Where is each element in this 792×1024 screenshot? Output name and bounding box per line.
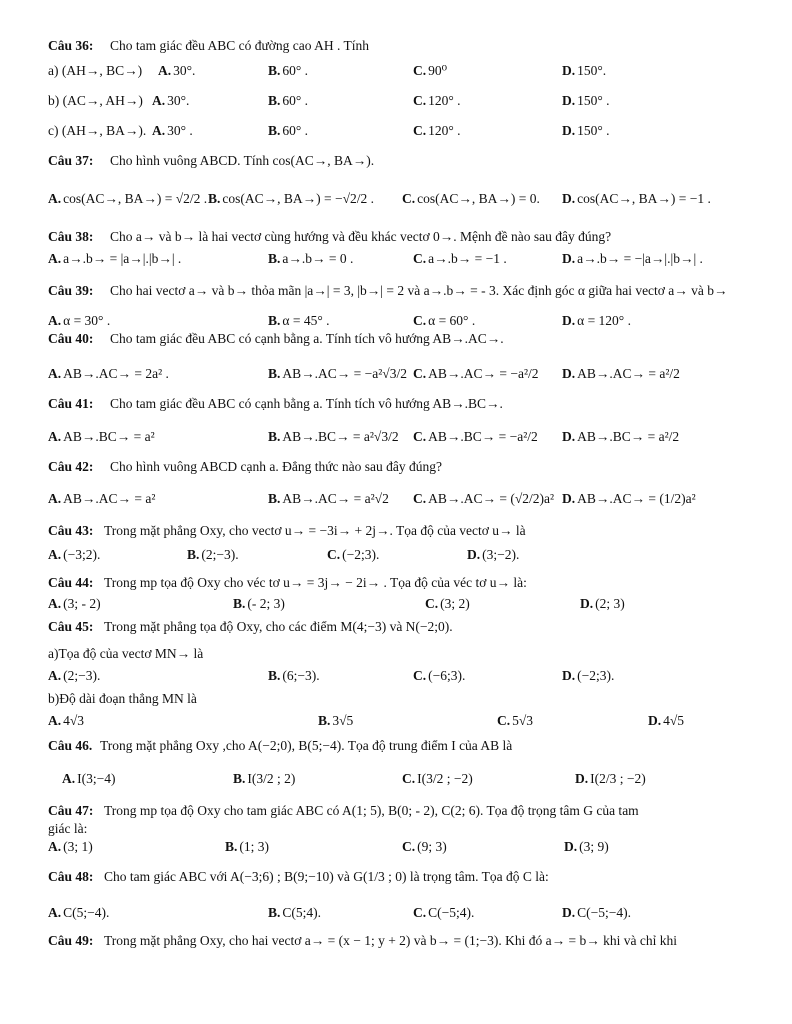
option-a[interactable]: A. (−3;2). [48, 547, 101, 562]
option-c[interactable]: C. 5√3 [497, 713, 534, 728]
option-d[interactable]: D. α = 120° . [562, 313, 631, 328]
option-b[interactable]: B. AB→.BC→ = a²√3/2 [268, 429, 399, 444]
option-c[interactable]: C. 90⁰ [413, 63, 448, 78]
option-a[interactable]: A. 30°. [158, 63, 196, 78]
part-text: b)Độ dài đoạn thẳng MN là [48, 691, 197, 706]
part-text: b) (AC→, AH→) [48, 93, 143, 108]
option-a[interactable]: A. 30° . [152, 123, 193, 138]
option-d[interactable]: D. 150° . [562, 123, 610, 138]
question-label: Câu 46. [48, 738, 93, 753]
question-text: Cho a→ và b→ là hai vectơ cùng hướng và đều khác vectơ 0→. Mệnh đề nào sau đây đúng? [110, 229, 612, 244]
option-a[interactable]: A. AB→.AC→ = 2a² . [48, 366, 169, 381]
option-b[interactable]: B. 3√5 [318, 713, 354, 728]
question-text: Trong mp tọa độ Oxy cho véc tơ u→ = 3j→ − 2i→ . Tọa độ của véc tơ u→ là: [104, 575, 527, 590]
question-36-part-a [0, 62, 792, 88]
question-text-cont: giác là: [48, 821, 88, 836]
part-text: c) (AH→, BA→). [48, 123, 147, 138]
option-c[interactable]: C. AB→.AC→ = −a²/2 [413, 366, 539, 381]
option-c[interactable]: C. 120° . [413, 123, 461, 138]
question-label: Câu 37: [48, 153, 94, 168]
option-b[interactable]: B. cos(AC→, BA→) = −√2/2 . [208, 191, 375, 206]
question-40-options [0, 365, 792, 391]
option-b[interactable]: B. AB→.AC→ = a²√2 [268, 491, 389, 506]
option-d[interactable]: D. C(−5;−4). [562, 905, 631, 920]
question-36 [0, 37, 792, 63]
option-d[interactable]: D. (2; 3) [580, 596, 625, 611]
question-text: Trong mặt phẳng tọa độ Oxy, cho các điểm M(4;−3) và N(−2;0). [104, 619, 453, 634]
option-a[interactable]: A. α = 30° . [48, 313, 111, 328]
question-label: Câu 49: [48, 933, 94, 948]
option-c[interactable]: C. cos(AC→, BA→) = 0. [402, 191, 540, 206]
question-label: Câu 39: [48, 283, 94, 298]
option-c[interactable]: C. 120° . [413, 93, 461, 108]
question-37 [0, 152, 792, 178]
option-a[interactable]: A. AB→.AC→ = a² [48, 491, 156, 506]
option-a[interactable]: A. (3; 1) [48, 839, 93, 854]
question-text: Cho tam giác đều ABC có cạnh bằng a. Tính tích vô hướng AB→.BC→. [110, 396, 503, 411]
question-47-options [0, 838, 792, 864]
option-a[interactable]: A. AB→.BC→ = a² [48, 429, 155, 444]
option-c[interactable]: C. (−6;3). [413, 668, 466, 683]
question-36-part-c [0, 122, 792, 148]
option-a[interactable]: A. (3; - 2) [48, 596, 101, 611]
option-c[interactable]: C. C(−5;4). [413, 905, 475, 920]
option-c[interactable]: C. I(3/2 ; −2) [402, 771, 473, 786]
option-d[interactable]: D. 150°. [562, 63, 607, 78]
question-label: Câu 47: [48, 803, 94, 818]
question-43 [0, 522, 792, 548]
option-d[interactable]: D. AB→.BC→ = a²/2 [562, 429, 680, 444]
question-text: Trong mặt phẳng Oxy ,cho A(−2;0), B(5;−4). Tọa độ trung điểm I của AB là [100, 738, 513, 753]
option-c[interactable]: C. α = 60° . [413, 313, 476, 328]
option-c[interactable]: C. (9; 3) [402, 839, 447, 854]
option-d[interactable]: D. I(2/3 ; −2) [575, 771, 646, 786]
option-d[interactable]: D. 4√5 [648, 713, 685, 728]
option-a[interactable]: A. 4√3 [48, 713, 85, 728]
question-41 [0, 395, 792, 421]
question-49 [0, 932, 792, 958]
question-39 [0, 282, 792, 308]
question-42-options [0, 490, 792, 516]
question-label: Câu 45: [48, 619, 94, 634]
option-d[interactable]: D. AB→.AC→ = (1/2)a² [562, 491, 696, 506]
question-text: Trong mp tọa độ Oxy cho tam giác ABC có A(1; 5), B(0; - 2), C(2; 6). Tọa độ trọng tâm G của tam [104, 803, 639, 818]
option-b[interactable]: B. (2;−3). [187, 547, 239, 562]
question-45 [0, 618, 792, 644]
option-c[interactable]: C. a→.b→ = −1 . [413, 251, 507, 266]
question-text: Cho hình vuông ABCD. Tính cos(AC→, BA→). [110, 153, 375, 168]
question-text: Cho tam giác đều ABC có cạnh bằng a. Tính tích vô hướng AB→.AC→. [110, 331, 504, 346]
question-38-options [0, 250, 792, 276]
question-text: Trong mặt phẳng Oxy, cho hai vectơ a→ = (x − 1; y + 2) và b→ = (1;−3). Khi đó a→ = b→ khi và chỉ khi [104, 933, 677, 948]
question-label: Câu 40: [48, 331, 94, 346]
option-a[interactable]: A. 30°. [152, 93, 190, 108]
question-text: Cho tam giác đều ABC có đường cao AH . Tính [110, 38, 370, 53]
option-b[interactable]: B. 60° . [268, 63, 309, 78]
option-c[interactable]: C. (3; 2) [425, 596, 470, 611]
option-a[interactable]: A. a→.b→ = |a→|.|b→| . [48, 251, 182, 266]
option-d[interactable]: D. a→.b→ = −|a→|.|b→| . [562, 251, 703, 266]
option-d[interactable]: D. (−2;3). [562, 668, 615, 683]
question-label: Câu 48: [48, 869, 94, 884]
question-label: Câu 41: [48, 396, 94, 411]
option-a[interactable]: A. C(5;−4). [48, 905, 110, 920]
question-41-options [0, 428, 792, 454]
question-43-options [0, 546, 792, 572]
option-c[interactable]: C. AB→.AC→ = (√2/2)a² [413, 491, 555, 506]
option-b[interactable]: B. I(3/2 ; 2) [233, 771, 296, 786]
option-b[interactable]: B. (6;−3). [268, 668, 320, 683]
question-label: Câu 42: [48, 459, 94, 474]
option-c[interactable]: C. (−2;3). [327, 547, 380, 562]
option-d[interactable]: D. (3; 9) [564, 839, 609, 854]
option-b[interactable]: B. a→.b→ = 0 . [268, 251, 354, 266]
question-text: Cho hai vectơ a→ và b→ thỏa mãn |a→| = 3, |b→| = 2 và a→.b→ = - 3. Xác định góc α giữa hai vectơ a→ và b→ [110, 283, 728, 298]
question-42 [0, 458, 792, 484]
question-text: Trong mặt phẳng Oxy, cho vectơ u→ = −3i→ + 2j→. Tọa độ của vectơ u→ là [104, 523, 526, 538]
option-b[interactable]: B. 60° . [268, 93, 309, 108]
question-36-part-b [0, 92, 792, 118]
option-a[interactable]: A. (2;−3). [48, 668, 101, 683]
question-label: Câu 44: [48, 575, 94, 590]
question-label: Câu 36: [48, 38, 94, 53]
option-d[interactable]: D. (3;−2). [467, 547, 520, 562]
option-a[interactable]: A. I(3;−4) [62, 771, 116, 786]
option-b[interactable]: B. (1; 3) [225, 839, 270, 854]
option-d[interactable]: D. 150° . [562, 93, 610, 108]
question-48-options [0, 904, 792, 930]
option-a[interactable]: A. cos(AC→, BA→) = √2/2 . [48, 191, 208, 206]
question-40 [0, 330, 792, 356]
option-b[interactable]: B. C(5;4). [268, 905, 322, 920]
option-b[interactable]: B. (- 2; 3) [233, 596, 285, 611]
question-37-options [0, 190, 792, 216]
question-46 [0, 737, 792, 763]
question-text: Cho tam giác ABC với A(−3;6) ; B(9;−10) và G(1/3 ; 0) là trọng tâm. Tọa độ C là: [104, 869, 549, 884]
part-text: a)Tọa độ của vectơ MN→ là [48, 646, 204, 661]
question-45-part-b-options [0, 712, 792, 738]
option-b[interactable]: B. α = 45° . [268, 313, 330, 328]
part-text: a) (AH→, BC→) [48, 63, 143, 78]
question-label: Câu 43: [48, 523, 94, 538]
option-c[interactable]: C. AB→.BC→ = −a²/2 [413, 429, 538, 444]
option-d[interactable]: D. cos(AC→, BA→) = −1 . [562, 191, 711, 206]
option-d[interactable]: D. AB→.AC→ = a²/2 [562, 366, 680, 381]
option-b[interactable]: B. 60° . [268, 123, 309, 138]
option-b[interactable]: B. AB→.AC→ = −a²√3/2 [268, 366, 407, 381]
question-46-options [0, 770, 792, 796]
question-label: Câu 38: [48, 229, 94, 244]
question-48 [0, 868, 792, 894]
question-text: Cho hình vuông ABCD cạnh a. Đẳng thức nào sau đây đúng? [110, 459, 443, 474]
